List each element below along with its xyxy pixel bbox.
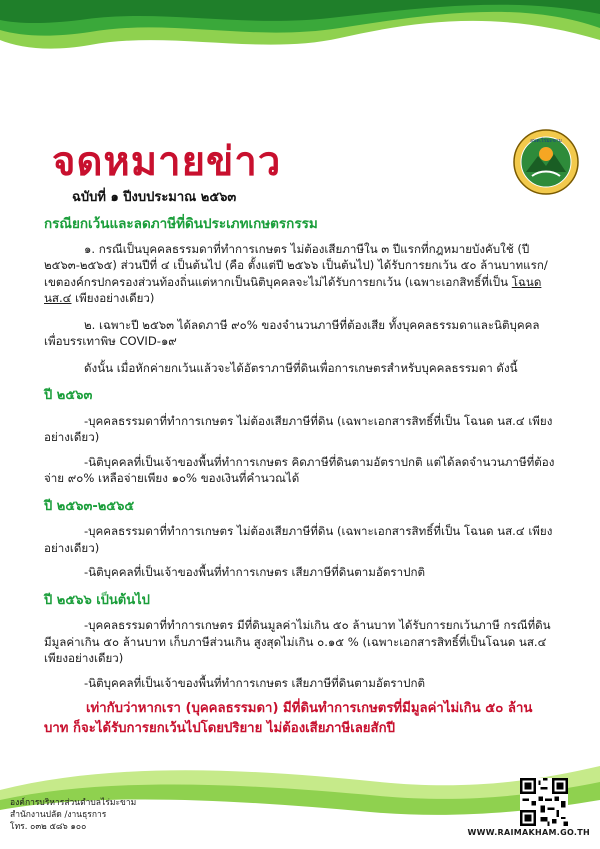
footer-department: สำนักงานปลัด /งานธุรการ xyxy=(10,810,107,820)
paragraph-text: เพียงอย่างเดียว) xyxy=(71,291,155,305)
paragraph-text: ๑. กรณีเป็นบุคคลธรรมดาที่ทำการเกษตร ไม่ต้องเสียภาษีใน ๓ ปีแรกที่กฎหมายบังคับใช้ (ปี ๒๕๖๓-๒๕๖๕) ส่วนปีที่ ๔ เป็นต้นไป (คือ ตั้งแต่ปี ๒๕๖๖ เป็นต้นไป) ได้รับการยกเว้น ๕๐ ล้านบาทแรก/เขตองค์กรปกครองส่วนท้องถิ่นแต่หากเป็นนิติบุคคลจะไม่ได้รับการยกเว้น (เฉพาะเอกสิทธิ์ที่เป็น xyxy=(44,241,548,289)
highlight-conclusion: เท่ากับว่าหากเรา (บุคคลธรรมดา) มีที่ดินทำการเกษตรที่มีมูลค่าไม่เกิน ๕๐ ล้านบาท ก็จะได้รับการยกเว้นไปโดยปริยาย ไม่ต้องเสียภาษีเลยสักปี xyxy=(44,701,533,736)
paragraph-exemption-1 xyxy=(44,241,556,307)
year-2563-2565-item-individual: -บุคคลธรรมดาที่ทำการเกษตร ไม่ต้องเสียภาษีที่ดิน (เฉพาะเอกสารสิทธิ์ที่เป็น โฉนด นส.๔ เพียงอย่างเดียว) xyxy=(44,524,553,555)
issue-number: ฉบับที่ ๑ ปีงบประมาณ ๒๕๖๓ xyxy=(72,190,237,205)
header-wave-decoration xyxy=(0,0,600,80)
year-2563-2565-item-juristic: -นิติบุคคลที่เป็นเจ้าของพื้นที่ทำการเกษตร เสียภาษีที่ดินตามอัตราปกติ xyxy=(84,565,426,579)
underlined-term: โฉนด นส.๔ xyxy=(44,274,542,305)
year-2566-heading: ปี ๒๕๖๖ เป็นต้นไป xyxy=(44,592,150,608)
logo-text: อบต.ไร่มะขาม xyxy=(530,138,562,144)
year-2566-item-juristic: -นิติบุคคลที่เป็นเจ้าของพื้นที่ทำการเกษตร เสียภาษีที่ดินตามอัตราปกติ xyxy=(84,675,426,690)
qr-code-icon[interactable] xyxy=(520,778,568,826)
year-2563-item-juristic: -นิติบุคคลที่เป็นเจ้าของพื้นที่ทำการเกษตร คิดภาษีที่ดินตามอัตราปกติ แต่ได้ลดจำนวนภาษีที่ต้องจ่าย ๙๐% เหลือจ่ายเพียง ๑๐% ของเงินที่คำนวณได้ xyxy=(44,454,555,485)
section-heading: กรณียกเว้นและลดภาษีที่ดินประเภทเกษตรกรรม xyxy=(44,216,318,232)
footer-organization: องค์การบริหารส่วนตำบลไร่มะขาม xyxy=(10,798,137,808)
paragraph-summary: ดังนั้น เมื่อหักค่ายกเว้นแล้วจะได้อัตราภาษีที่ดินเพื่อการเกษตรสำหรับบุคคลธรรมดา ดังนี้ xyxy=(84,360,518,375)
main-content xyxy=(44,210,556,739)
website-url[interactable]: WWW.RAIMAKHAM.GO.TH xyxy=(467,828,590,837)
organization-logo xyxy=(512,128,580,196)
year-2566-item-individual: -บุคคลธรรมดาที่ทำการเกษตร มีที่ดินมูลค่าไม่เกิน ๕๐ ล้านบาท ได้รับการยกเว้นภาษี กรณีที่ดินมีมูลค่าเกิน ๕๐ ล้านบาท เก็บภาษีส่วนเกิน สูงสุดไม่เกิน ๐.๑๕ % (เฉพาะเอกสารสิทธิ์ที่เป็นโฉนด นส.๔ เพียงอย่างเดียว) xyxy=(44,618,551,665)
footer-phone: โทร. ๐๓๒ ๕๘๖ ๑๐๐ xyxy=(10,822,87,832)
footer-contact xyxy=(10,797,136,833)
newsletter-title: จดหมายข่าว xyxy=(52,139,282,185)
paragraph-exemption-2: ๒. เฉพาะปี ๒๕๖๓ ได้ลดภาษี ๙๐% ของจำนวนภาษีที่ต้องเสีย ทั้งบุคคลธรรมดาและนิติบุคคลเพื่อบรรเทาพิษ COVID-๑๙ xyxy=(44,317,540,348)
year-2563-2565-heading: ปี ๒๕๖๓-๒๕๖๕ xyxy=(44,498,135,514)
year-2563-heading: ปี ๒๕๖๓ xyxy=(44,388,93,403)
year-2563-item-individual: -บุคคลธรรมดาที่ทำการเกษตร ไม่ต้องเสียภาษีที่ดิน (เฉพาะเอกสารสิทธิ์ที่เป็น โฉนด นส.๔ เพียงอย่างเดียว) xyxy=(44,413,553,444)
